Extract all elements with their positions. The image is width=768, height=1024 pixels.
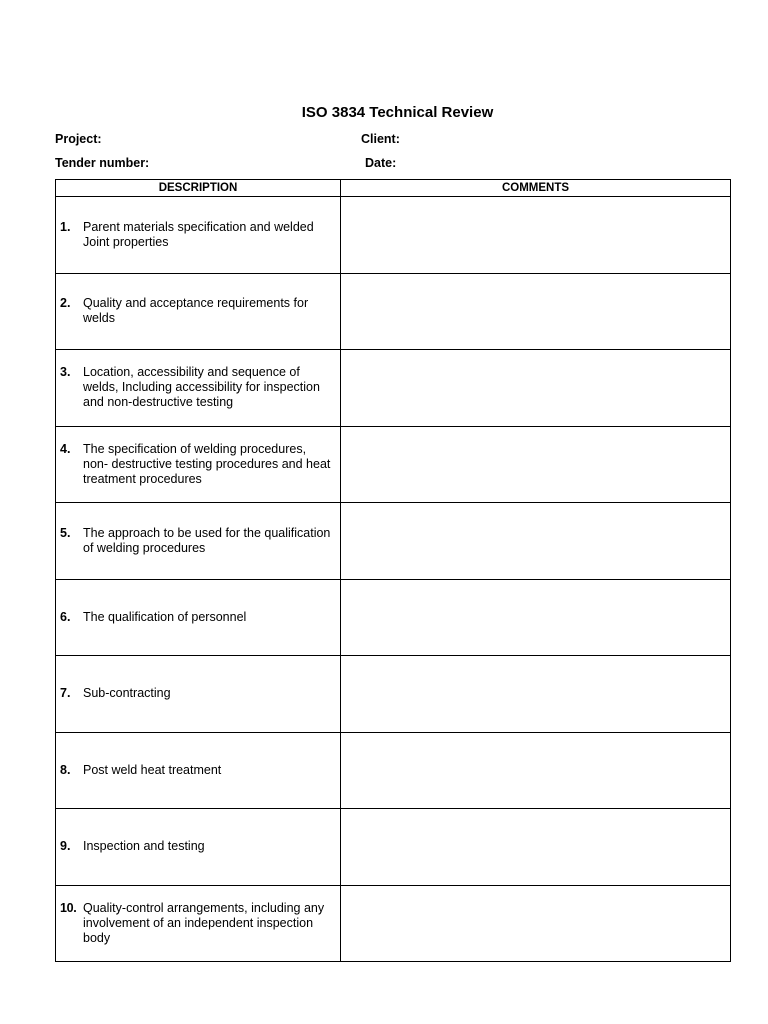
item-number: 8. [60,762,71,777]
project-label: Project: [55,132,102,146]
table-row [56,579,731,656]
table-row [56,426,731,503]
table-row [56,197,731,274]
item-number: 9. [60,839,71,854]
item-number: 1. [60,219,71,234]
comment-cell[interactable] [341,732,731,809]
table-header-row [56,180,731,197]
comment-cell[interactable] [341,809,731,886]
item-description: The specification of welding procedures, non- destructive testing procedures and heat treatment procedures [83,441,331,486]
comment-cell[interactable] [341,656,731,733]
item-number: 3. [60,365,71,380]
item-number: 2. [60,296,71,311]
document-title: ISO 3834 Technical Review [301,104,494,121]
description-cell [56,656,341,733]
comment-cell[interactable] [341,197,731,274]
item-description: Post weld heat treatment [83,762,222,777]
item-number: 6. [60,609,71,624]
description-cell [56,809,341,886]
date-label: Date: [365,156,397,170]
item-description: The qualification of personnel [83,609,247,624]
item-description: Quality-control arrangements, including any involvement of an independent inspection body [83,900,325,945]
item-description: Inspection and testing [83,839,205,854]
client-label: Client: [361,132,400,146]
description-cell [56,273,341,350]
table-row [56,273,731,350]
item-description: Sub-contracting [83,686,171,701]
comment-cell[interactable] [341,426,731,503]
comment-cell[interactable] [341,579,731,656]
table-row [56,732,731,809]
description-cell [56,885,341,962]
item-description: Location, accessibility and sequence of welds, Including accessibility for inspection and non-destructive testing [83,365,320,410]
description-cell [56,579,341,656]
table-row [56,503,731,580]
item-description: Parent materials specification and welded Joint properties [83,219,314,249]
tender-number-label: Tender number: [55,156,150,170]
item-number: 7. [60,686,71,701]
item-number: 10. [60,900,77,915]
description-header: DESCRIPTION [56,180,341,197]
table-row [56,656,731,733]
description-cell [56,426,341,503]
comment-cell[interactable] [341,350,731,427]
review-table [55,179,731,962]
table-row [56,809,731,886]
table-row [56,885,731,962]
comment-cell[interactable] [341,273,731,350]
item-description: The approach to be used for the qualification of welding procedures [83,525,331,555]
table-row [56,350,731,427]
comment-cell[interactable] [341,503,731,580]
description-cell [56,350,341,427]
description-cell [56,197,341,274]
item-number: 4. [60,441,71,456]
comments-header: COMMENTS [341,180,731,197]
comment-cell[interactable] [341,885,731,962]
item-description: Quality and acceptance requirements for welds [83,296,309,326]
description-cell [56,732,341,809]
description-cell [56,503,341,580]
item-number: 5. [60,525,71,540]
